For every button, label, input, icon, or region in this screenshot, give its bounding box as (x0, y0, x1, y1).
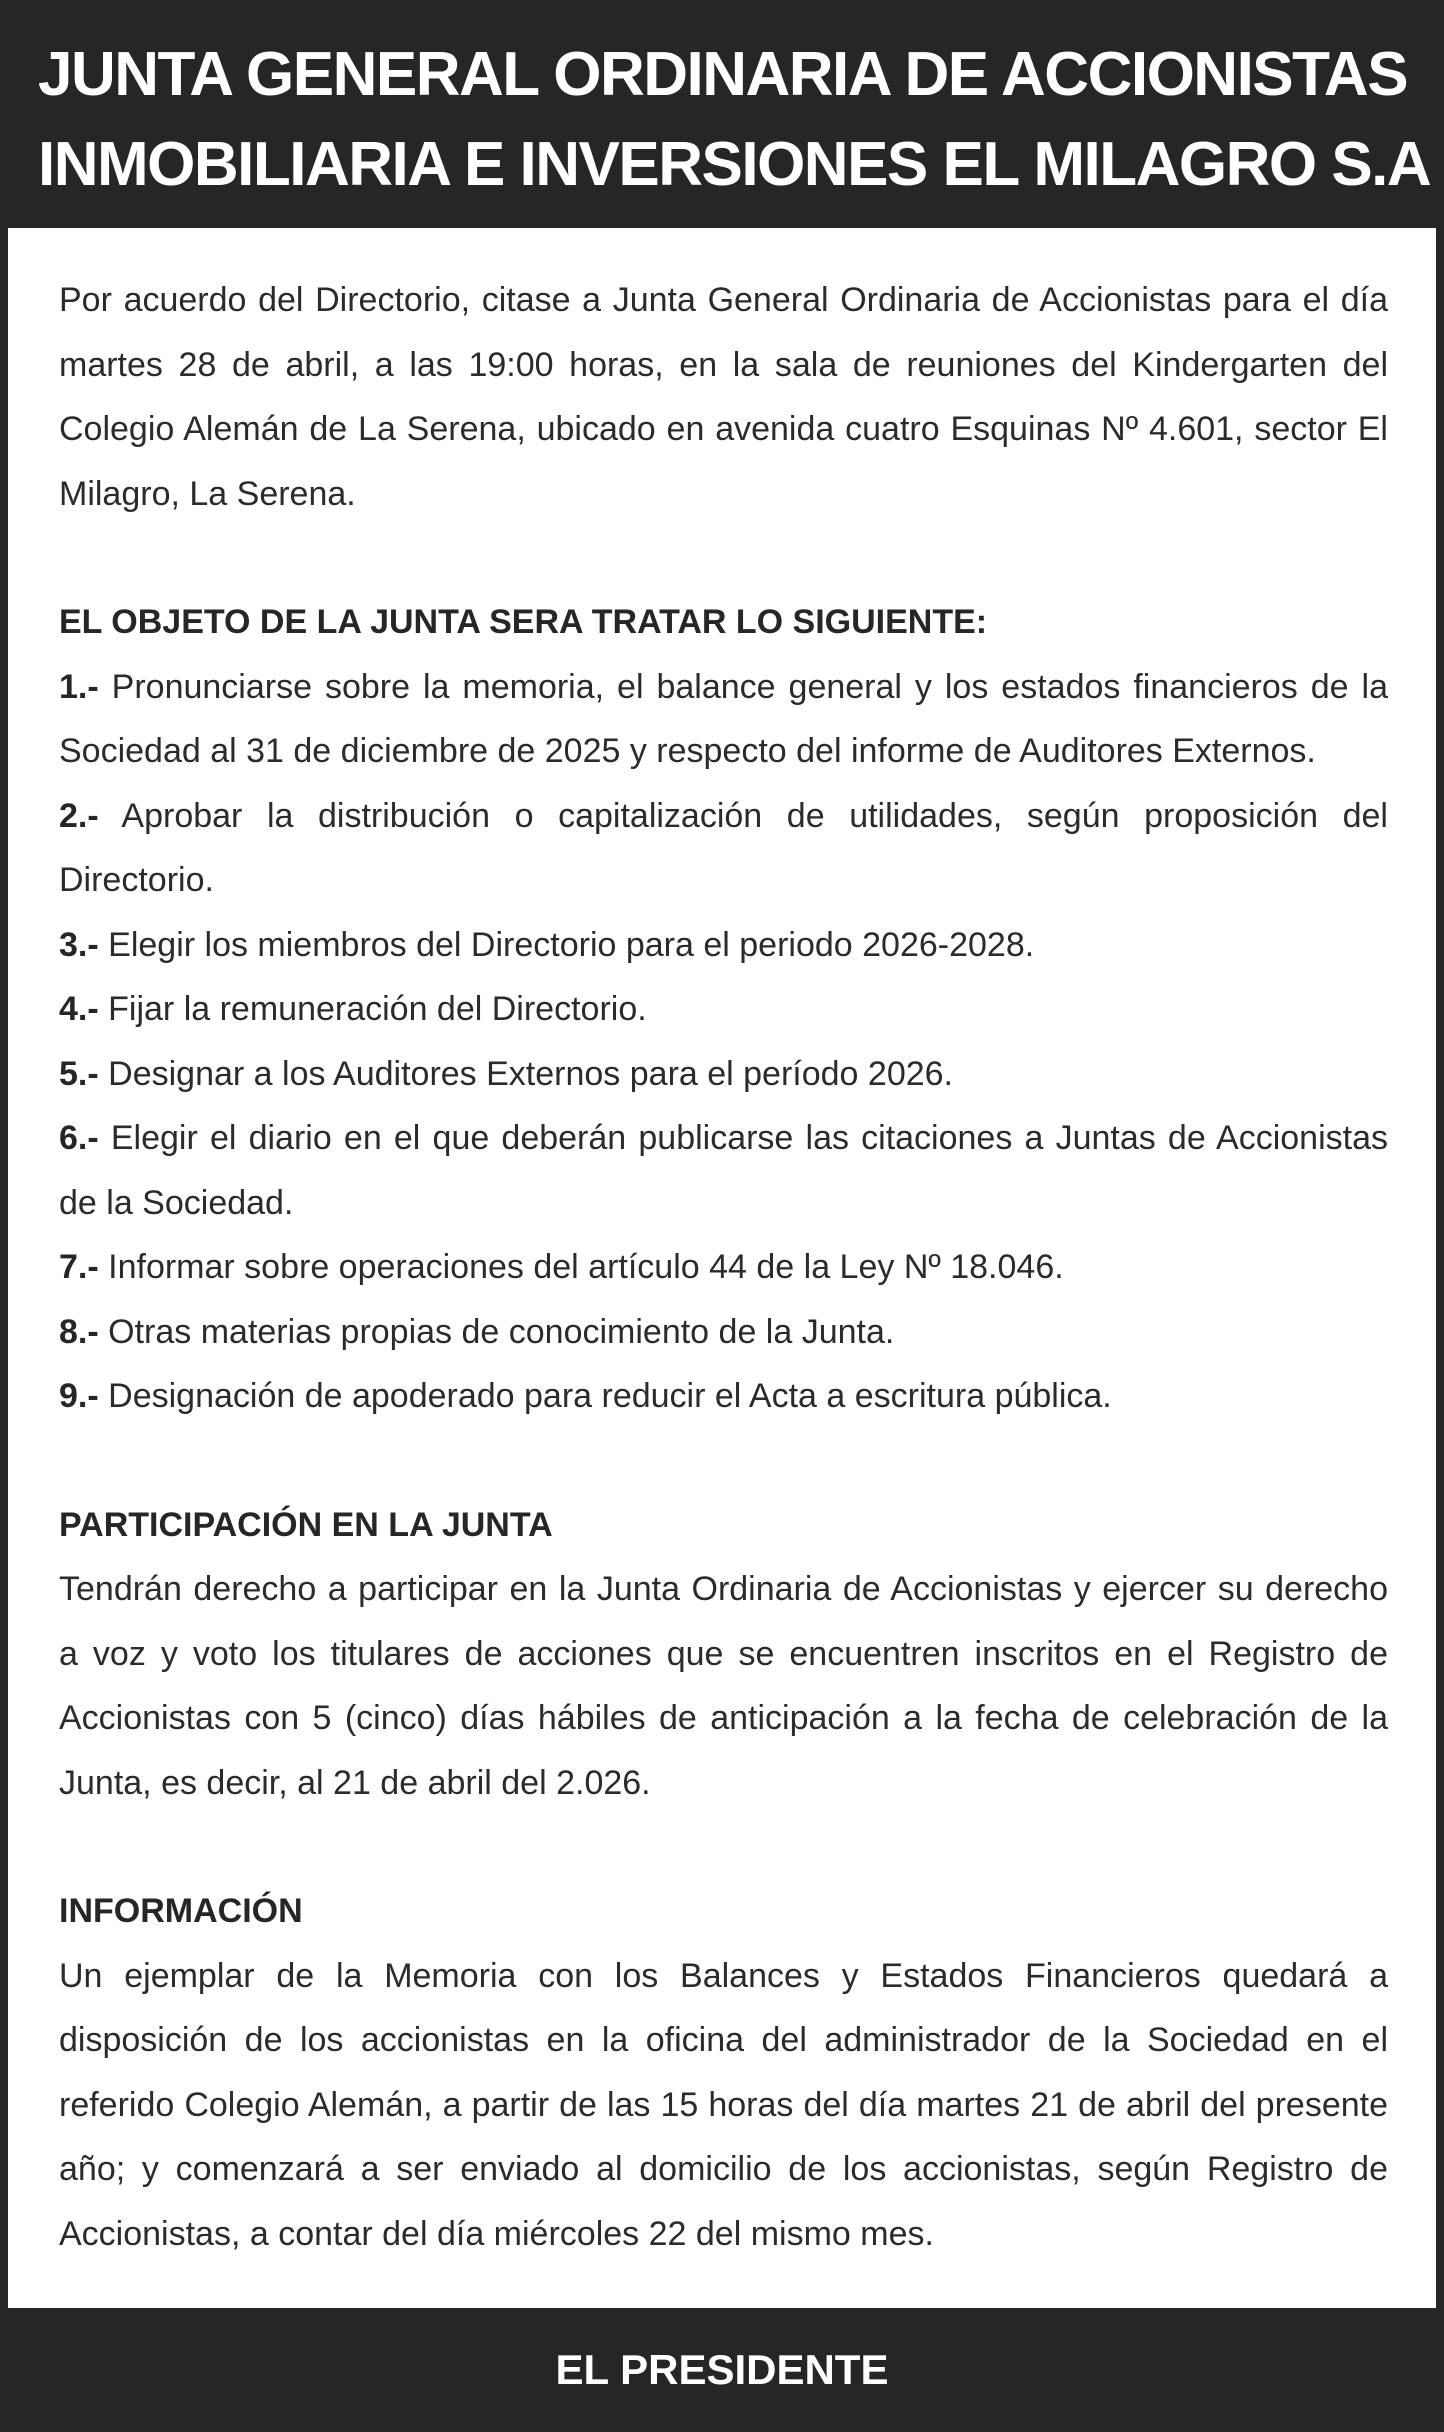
agenda-list (59, 655, 1388, 1429)
spacer (59, 1429, 1388, 1493)
agenda-item-number: 9.- (59, 1377, 99, 1415)
spacer (59, 526, 1388, 590)
title-line-2: INMOBILIARIA E INVERSIONES EL MILAGRO S.A (38, 130, 1431, 199)
agenda-item-text: Fijar la remuneración del Directorio. (108, 990, 647, 1028)
agenda-item (59, 913, 1388, 978)
agenda-item (59, 655, 1388, 784)
agenda-item-text: Elegir el diario en el que deberán publicarse las citaciones a Juntas de Accionistas de la Sociedad. (59, 1119, 1388, 1222)
agenda-item-number: 2.- (59, 796, 99, 835)
participation-title: PARTICIPACIÓN EN LA JUNTA (59, 1505, 553, 1544)
agenda-title: EL OBJETO DE LA JUNTA SERA TRATAR LO SIGUIENTE: (59, 603, 988, 641)
agenda-item-text: Designar a los Auditores Externos para el período 2026. (108, 1054, 953, 1093)
agenda-item (59, 1106, 1388, 1235)
agenda-item-number: 8.- (59, 1312, 99, 1351)
agenda-item (59, 1042, 1388, 1107)
participation-paragraph: Tendrán derecho a participar en la Junta Ordinaria de Accionistas y ejercer su derecho a voz y voto los titulares de acciones que se encuentren inscritos en el Registro de Accionistas con 5 (cinco) días hábiles de anticipación a la fecha de celebración de la Junta, es decir, al 21 de abril del 2.026. (59, 1570, 1388, 1802)
agenda-item-text: Pronunciarse sobre la memoria, el balance general y los estados financieros de la Sociedad al 31 de diciembre de 2025 y respecto del informe de Auditores Externos. (59, 667, 1388, 770)
agenda-item-number: 5.- (59, 1054, 99, 1093)
agenda-item (59, 977, 1388, 1042)
agenda-item-number: 3.- (59, 925, 99, 964)
agenda-item (59, 1364, 1388, 1429)
agenda-item (59, 1300, 1388, 1365)
notice-footer (0, 2308, 1444, 2432)
information-paragraph: Un ejemplar de la Memoria con los Balances y Estados Financieros quedará a disposición de los accionistas en la oficina del administrador de la Sociedad en el referido Colegio Alemán, a partir de las 15 horas del día martes 21 de abril del presente año; y comenzará a ser enviado al domicilio de los accionistas, según Registro de Accionistas, a contar del día miércoles 22 del mismo mes. (59, 1956, 1388, 2253)
agenda-item-number: 7.- (59, 1248, 99, 1286)
agenda-item (59, 1235, 1388, 1300)
agenda-item-number: 1.- (59, 667, 99, 706)
spacer (59, 1815, 1388, 1879)
agenda-item-number: 4.- (59, 990, 99, 1028)
title-line-1: JUNTA GENERAL ORDINARIA DE ACCIONISTAS (38, 40, 1408, 109)
agenda-item-text: Designación de apoderado para reducir el Acta a escritura pública. (108, 1377, 1112, 1415)
intro-paragraph: Por acuerdo del Directorio, citase a Junta General Ordinaria de Accionistas para el día martes 28 de abril, a las 19:00 horas, en la sala de reuniones del Kindergarten del Colegio Alemán de La Serena, ubicado en avenida cuatro Esquinas Nº 4.601, sector El Milagro, La Serena. (59, 281, 1388, 513)
agenda-item (59, 784, 1388, 913)
agenda-item-text: Informar sobre operaciones del artículo 44 de la Ley Nº 18.046. (108, 1248, 1064, 1286)
signature-label: EL PRESIDENTE (555, 2346, 889, 2393)
agenda-item-text: Otras materias propias de conocimiento de la Junta. (108, 1312, 895, 1351)
information-title: INFORMACIÓN (59, 1892, 303, 1930)
notice-header (0, 0, 1444, 228)
agenda-item-text: Aprobar la distribución o capitalización de utilidades, según proposición del Directorio. (59, 796, 1388, 899)
agenda-item-number: 6.- (59, 1119, 99, 1157)
agenda-item-text: Elegir los miembros del Directorio para el periodo 2026-2028. (108, 925, 1035, 964)
notice-body (8, 228, 1436, 2308)
